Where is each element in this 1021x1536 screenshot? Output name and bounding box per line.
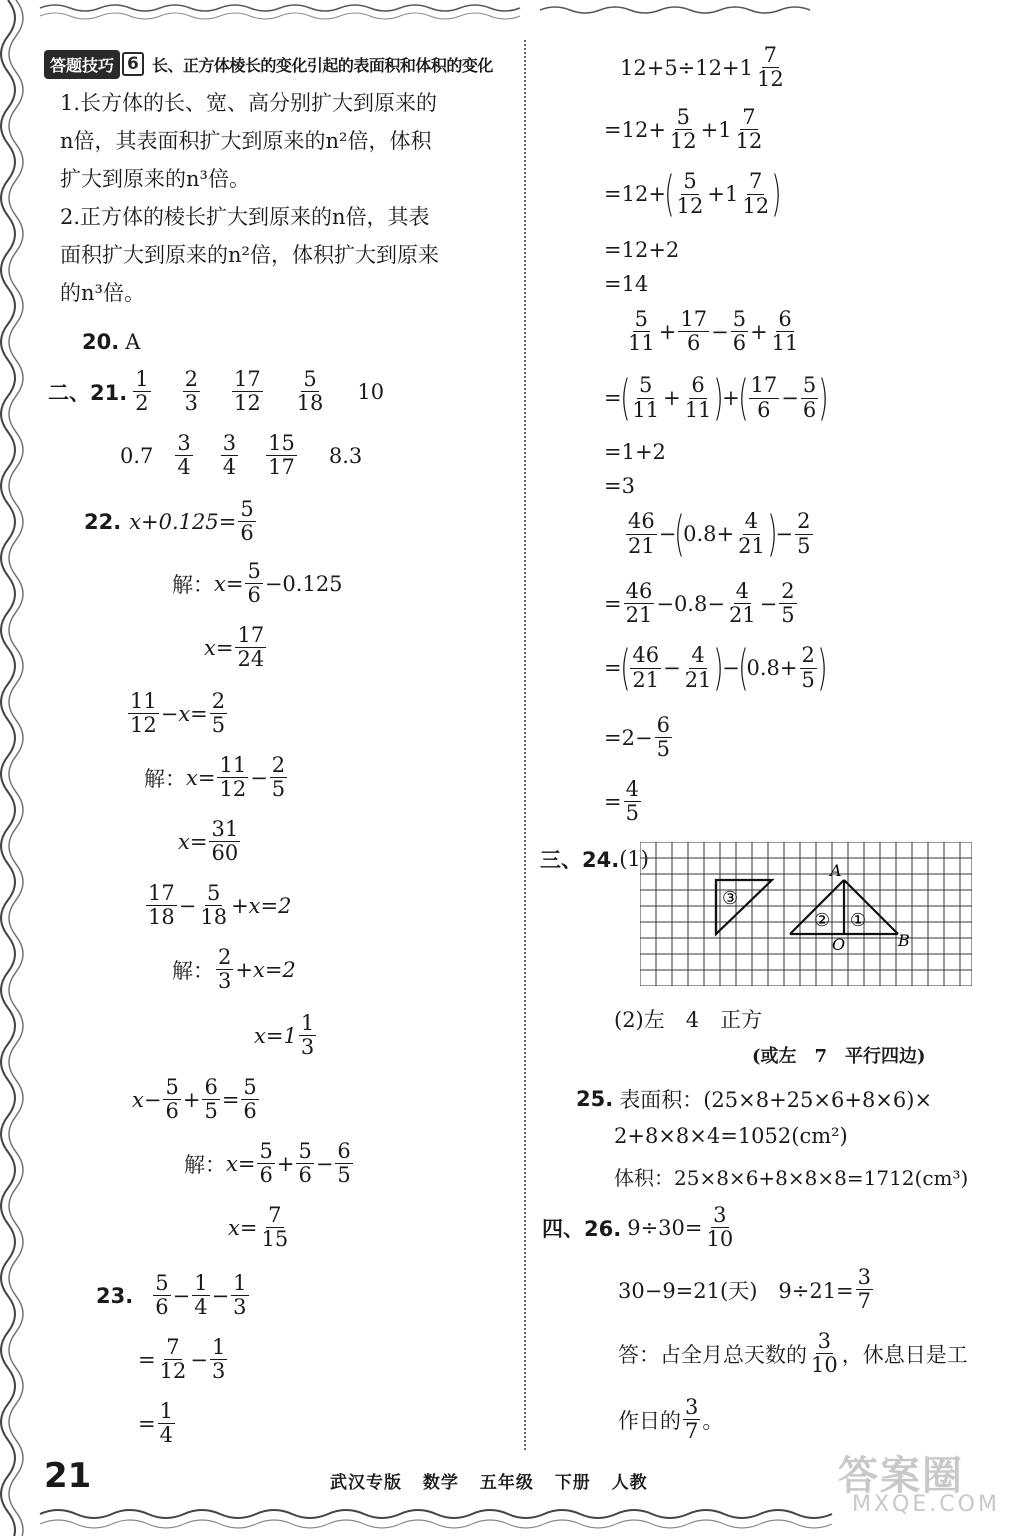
fraction: $\frac{46}{21}$ [625, 579, 653, 628]
fraction: $\frac{5}{6}$ [247, 559, 261, 608]
q26-number: 四、26. [542, 1216, 622, 1241]
fraction: $\frac{17}{24}$ [237, 623, 265, 672]
q23-d-step2: = ( $\frac{46}{21}$ − $\frac{4}{21}$ ) − ( 0.8+ $\frac{2}{5}$ ) [604, 640, 828, 696]
fraction: $\frac{2}{3}$ [218, 945, 232, 994]
column-divider [524, 40, 526, 1450]
q22-eq2-step2: x= $\frac{31}{60}$ [178, 817, 239, 866]
fraction: $\frac{6}{11}$ [684, 373, 712, 422]
q23-d-step3: =2− $\frac{6}{5}$ [604, 713, 670, 762]
fraction: $\frac{5}{6}$ [243, 1075, 257, 1124]
q26-answer-line1: 答：占全月总天数的 $\frac{3}{10}$ ，休息日是工 [618, 1329, 968, 1378]
tip-line: 的n³倍。 [60, 281, 145, 305]
tip-line: 1.长方体的长、宽、高分别扩大到原来的 [60, 91, 438, 115]
q25-number: 25. [576, 1087, 614, 1111]
fraction: $\frac{6}{11}$ [771, 307, 799, 356]
footer-text: 武汉专版 数学 五年级 下册 人教 [330, 1473, 648, 1493]
q20-answer: A [125, 330, 141, 354]
fraction: $\frac{1}{2}$ [135, 367, 149, 416]
fraction: $\frac{6}{5}$ [656, 713, 670, 762]
answer-value: 10 [357, 379, 385, 404]
fraction: $\frac{1}{3}$ [300, 1011, 315, 1060]
tip-number: 6 [122, 52, 144, 76]
q22-eq4: x− $\frac{5}{6}$ + $\frac{6}{5}$ = $\frac{5}{6}$ [132, 1075, 257, 1124]
fraction: $\frac{5}{6}$ [259, 1139, 273, 1188]
q23-a: 23. $\frac{5}{6}$ − $\frac{1}{4}$ − $\frac{1}{3}$ [96, 1271, 247, 1320]
label-a: A [830, 861, 842, 880]
q22-eq1-step1: 解： x= $\frac{5}{6}$ −0.125 [172, 559, 343, 608]
fraction: $\frac{3}{4}$ [177, 431, 191, 480]
q23-c: $\frac{5}{11}$ + $\frac{17}{6}$ − $\frac{5}{6}$ + $\frac{6}{11}$ [628, 307, 799, 356]
fraction: $\frac{17}{12}$ [233, 367, 261, 416]
q24-heading [540, 844, 649, 874]
q26-answer-line2: 作日的 $\frac{3}{7}$ 。 [618, 1395, 724, 1444]
q22-eq3-step1: 解： $\frac{2}{3}$ +x=2 [172, 945, 296, 994]
fraction: $\frac{2}{5}$ [801, 643, 815, 692]
q24-part2-alt: (或左 7 平行四边) [752, 1046, 926, 1067]
q25-line2: 2+8×8×4=1052(cm²) [614, 1124, 848, 1148]
answer-value: 0.7 [120, 443, 154, 468]
fraction: $\frac{2}{5}$ [781, 579, 795, 628]
q23-b-step2: =12+ ( $\frac{5}{12}$ +1 $\frac{7}{12}$ ) [604, 166, 782, 222]
q22-eq3-step2: x=1 $\frac{1}{3}$ [254, 1011, 315, 1060]
q23-d-step1: = $\frac{46}{21}$ −0.8− $\frac{4}{21}$ − $\frac{2}{5}$ [604, 579, 795, 628]
fraction: $\frac{1}{4}$ [159, 1399, 173, 1448]
tip-badge: 答题技巧 [44, 50, 120, 79]
q21-number: 二、21. [48, 380, 128, 405]
q23-c-step1: = ( $\frac{5}{11}$ + $\frac{6}{11}$ ) + ( $\frac{17}{6}$ − $\frac{5}{6}$ ) [604, 370, 829, 426]
fraction: $\frac{5}{6}$ [240, 497, 254, 546]
q22-number: 22. [84, 509, 122, 534]
q21-row1 [48, 368, 384, 415]
q22-eq4-step1: 解： x= $\frac{5}{6}$ + $\frac{5}{6}$ − $\frac{6}{5}$ [184, 1139, 351, 1188]
fraction: $\frac{7}{12}$ [756, 43, 784, 92]
page-number: 21 [44, 1456, 92, 1496]
fraction: $\frac{3}{4}$ [222, 431, 237, 480]
tip-line: 2.正方体的棱长扩大到原来的n倍，其表 [60, 205, 430, 229]
fraction: $\frac{31}{60}$ [211, 817, 239, 866]
q22-eq2: $\frac{11}{12}$ −x= $\frac{2}{5}$ [130, 689, 226, 738]
q23-a-step1: = $\frac{7}{12}$ − $\frac{1}{3}$ [138, 1335, 226, 1384]
fraction: $\frac{5}{6}$ [155, 1271, 169, 1320]
watermark-url: MXQE.COM [852, 1492, 1000, 1517]
fraction: $\frac{1}{3}$ [211, 1335, 226, 1384]
q23-c-step3: =3 [604, 474, 635, 498]
fraction: $\frac{2}{5}$ [211, 689, 226, 738]
q23-c-step2: =1+2 [604, 440, 666, 464]
fraction: $\frac{5}{18}$ [296, 367, 324, 416]
fraction: $\frac{5}{12}$ [669, 105, 697, 154]
fraction: $\frac{17}{6}$ [750, 373, 778, 422]
fraction: $\frac{3}{7}$ [685, 1395, 699, 1444]
fraction: $\frac{5}{6}$ [298, 1139, 312, 1188]
tip-line: 面积扩大到原来的n²倍，体积扩大到原来 [60, 243, 439, 267]
tip-title: 长、正方体棱长的变化引起的表面积和体积的变化 [151, 55, 493, 75]
fraction: $\frac{3}{10}$ [706, 1203, 734, 1252]
fraction: $\frac{7}{12}$ [742, 169, 770, 218]
q25-line3: 体积：25×8×6+8×8×8=1712(cm³) [614, 1166, 969, 1190]
tip-header [44, 50, 493, 78]
fraction: $\frac{46}{21}$ [628, 509, 655, 558]
tip-line: 扩大到原来的n³倍。 [60, 167, 250, 191]
fraction: $\frac{1}{4}$ [194, 1271, 208, 1320]
label-2: ② [814, 910, 831, 931]
q26-line2: 30−9=21(天) 9÷21= $\frac{3}{7}$ [618, 1265, 872, 1314]
fraction: $\frac{15}{17}$ [268, 431, 295, 480]
fraction: $\frac{17}{6}$ [680, 307, 708, 356]
decorative-border-left [0, 0, 34, 1536]
fraction: $\frac{5}{6}$ [802, 373, 817, 422]
q23-b: 12+5÷12+1 $\frac{7}{12}$ [620, 43, 784, 92]
q22-eq3: $\frac{17}{18}$ − $\frac{5}{18}$ +x=2 [148, 881, 292, 930]
tip-line: n倍，其表面积扩大到原来的n²倍，体积 [60, 129, 432, 153]
fraction: $\frac{3}{10}$ [811, 1329, 838, 1378]
q23-d: $\frac{46}{21}$ − ( 0.8+ $\frac{4}{21}$ ) − $\frac{2}{5}$ [628, 506, 811, 562]
decorative-border-top [0, 0, 1021, 24]
label-1: ① [850, 910, 867, 931]
label-3: ③ [722, 888, 739, 909]
label-b: B [898, 931, 910, 950]
q26-line1: 四、26. 9÷30= $\frac{3}{10}$ [542, 1203, 734, 1252]
q20-number: 20. [82, 330, 120, 354]
q22-eq2-step1: 解： x= $\frac{11}{12}$ − $\frac{2}{5}$ [144, 753, 286, 802]
fraction: $\frac{5}{11}$ [632, 373, 660, 422]
q23-b-step4: =14 [604, 272, 649, 296]
fraction: $\frac{5}{6}$ [732, 307, 747, 356]
fraction: $\frac{11}{12}$ [219, 753, 247, 802]
fraction: $\frac{4}{21}$ [728, 579, 756, 628]
q22-eq4-step2: x= $\frac{7}{15}$ [228, 1203, 289, 1252]
fraction: $\frac{4}{21}$ [684, 643, 712, 692]
q22-eq1: 22. x+0.125= $\frac{5}{6}$ [84, 497, 254, 546]
fraction: $\frac{17}{18}$ [148, 881, 175, 930]
fraction: $\frac{5}{18}$ [200, 881, 228, 930]
fraction: $\frac{7}{15}$ [261, 1203, 289, 1252]
grid-diagram [640, 842, 972, 986]
fraction: $\frac{7}{12}$ [735, 105, 763, 154]
fraction: $\frac{2}{3}$ [184, 367, 198, 416]
q23-number: 23. [96, 1283, 134, 1308]
fraction: $\frac{3}{7}$ [857, 1265, 872, 1314]
q22-eq1-step2: x= $\frac{17}{24}$ [204, 623, 265, 672]
q23-a-step2: = $\frac{1}{4}$ [138, 1399, 173, 1448]
tip-body [60, 84, 480, 312]
q21-row2 [120, 432, 362, 479]
fraction: $\frac{5}{12}$ [676, 169, 704, 218]
fraction: $\frac{4}{5}$ [625, 777, 639, 826]
fraction: $\frac{2}{5}$ [271, 753, 286, 802]
q20 [82, 330, 140, 354]
q24-part2: (2)左 4 正方 [614, 1008, 763, 1032]
fraction: $\frac{7}{12}$ [159, 1335, 187, 1384]
fraction: $\frac{6}{5}$ [204, 1075, 218, 1124]
q23-b-step3: =12+2 [604, 238, 680, 262]
q25-line1: 25. 表面积：(25×8+25×6+8×6)× [576, 1087, 933, 1112]
fraction: $\frac{4}{21}$ [738, 509, 765, 558]
fraction: $\frac{5}{11}$ [628, 307, 655, 356]
label-o: O [832, 935, 846, 954]
fraction: $\frac{11}{12}$ [130, 689, 157, 738]
fraction: $\frac{6}{5}$ [337, 1139, 351, 1188]
q23-b-step1: =12+ $\frac{5}{12}$ +1 $\frac{7}{12}$ [604, 105, 763, 154]
q24-part1: (1) [619, 847, 649, 871]
fraction: $\frac{46}{21}$ [632, 643, 660, 692]
q23-d-step4: = $\frac{4}{5}$ [604, 777, 639, 826]
fraction: $\frac{5}{6}$ [165, 1075, 179, 1124]
watermark: 答案圈 [838, 1453, 964, 1499]
fraction: $\frac{1}{3}$ [233, 1271, 247, 1320]
q24-number: 三、24. [540, 848, 620, 872]
fraction: $\frac{2}{5}$ [797, 509, 811, 558]
answer-value: 8.3 [328, 443, 363, 468]
